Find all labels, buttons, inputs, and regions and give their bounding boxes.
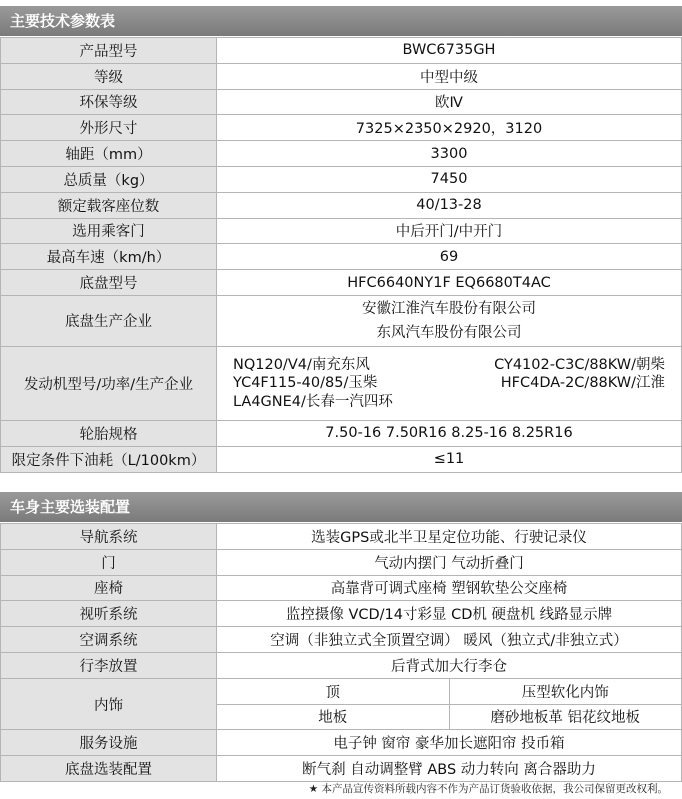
option-value: 电子钟 窗帘 豪华加长遮阳帘 投币箱 — [217, 730, 682, 756]
option-row — [1, 601, 682, 627]
option-value: 选装GPS或北半卫星定位功能、行驶记录仪 — [217, 524, 682, 550]
option-value: 气动内摆门 气动折叠门 — [217, 549, 682, 575]
spec-row — [1, 141, 682, 167]
options-table — [0, 523, 682, 782]
option-value: 压型软化内饰 — [449, 678, 682, 704]
option-row — [1, 524, 682, 550]
spec-value: BWC6735GH — [217, 38, 682, 64]
spec-label: 额定载客座位数 — [1, 192, 217, 218]
chassis-maker-2: 东风汽车股份有限公司 — [376, 324, 522, 341]
interior-sub-label: 顶 — [217, 678, 450, 704]
option-value: 监控摄像 VCD/14寸彩显 CD机 硬盘机 线路显示牌 — [217, 601, 682, 627]
spec-value: 中后开门/中开门 — [217, 218, 682, 244]
engine-option: YC4F115-40/85/玉柴 — [233, 375, 378, 392]
option-label: 内饰 — [1, 678, 217, 730]
engine-line — [233, 393, 665, 412]
option-value: 磨砂地板革 铝花纹地板 — [449, 704, 682, 730]
spec-value: 69 — [217, 244, 682, 270]
spec-label: 发动机型号/功率/生产企业 — [1, 346, 217, 420]
spec-row-fuel — [1, 446, 682, 472]
spec-value — [217, 346, 682, 420]
option-label: 导航系统 — [1, 524, 217, 550]
spec-label: 底盘型号 — [1, 270, 217, 296]
spec-value: 7450 — [217, 166, 682, 192]
spec-label: 轮胎规格 — [1, 420, 217, 446]
options-section-header: 车身主要选装配置 — [0, 492, 682, 522]
option-label: 视听系统 — [1, 601, 217, 627]
spec-row-engine — [1, 346, 682, 420]
spec-label: 选用乘客门 — [1, 218, 217, 244]
spec-value: 3300 — [217, 141, 682, 167]
option-row — [1, 652, 682, 678]
option-row — [1, 730, 682, 756]
engine-option: HFC4DA-2C/88KW/江淮 — [500, 375, 665, 392]
spec-row — [1, 38, 682, 64]
option-label: 座椅 — [1, 575, 217, 601]
spec-label: 外形尺寸 — [1, 115, 217, 141]
option-row — [1, 575, 682, 601]
spec-label: 总质量（kg） — [1, 166, 217, 192]
option-row — [1, 549, 682, 575]
spec-value: 欧Ⅳ — [217, 89, 682, 115]
spec-label: 等级 — [1, 63, 217, 89]
engine-option: NQ120/V4/南充东风 — [233, 356, 370, 373]
option-row-interior — [1, 678, 682, 704]
option-value: 断气刹 自动调整臂 ABS 动力转向 离合器助力 — [217, 756, 682, 782]
option-row — [1, 756, 682, 782]
spec-row — [1, 192, 682, 218]
spec-row — [1, 115, 682, 141]
option-label: 空调系统 — [1, 627, 217, 653]
spec-row — [1, 244, 682, 270]
spec-value: HFC6640NY1F EQ6680T4AC — [217, 270, 682, 296]
spec-label: 轴距（mm） — [1, 141, 217, 167]
option-label: 行李放置 — [1, 652, 217, 678]
spec-row — [1, 89, 682, 115]
footnote: ★ 本产品宣传资料所载内容不作为产品订货验收依据，我公司保留更改权利。 — [308, 783, 668, 795]
option-label: 门 — [1, 549, 217, 575]
spec-label: 最高车速（km/h） — [1, 244, 217, 270]
spec-value: 中型中级 — [217, 63, 682, 89]
spec-label: 环保等级 — [1, 89, 217, 115]
spec-value: ≤11 — [217, 446, 682, 472]
spec-row — [1, 218, 682, 244]
spec-row — [1, 63, 682, 89]
spec-label: 限定条件下油耗（L/100km） — [1, 446, 217, 472]
spec-table — [0, 37, 682, 473]
option-value: 空调（非独立式全顶置空调） 暖风（独立式/非独立式） — [217, 627, 682, 653]
option-row — [1, 627, 682, 653]
spec-row — [1, 166, 682, 192]
option-label: 底盘选装配置 — [1, 756, 217, 782]
spec-value: 40/13-28 — [217, 192, 682, 218]
spec-value: 7325×2350×2920，3120 — [217, 115, 682, 141]
spec-label: 产品型号 — [1, 38, 217, 64]
engine-line — [233, 374, 665, 393]
option-value: 高靠背可调式座椅 塑钢软垫公交座椅 — [217, 575, 682, 601]
chassis-maker-1: 安徽江淮汽车股份有限公司 — [362, 300, 536, 317]
spec-value: 7.50-16 7.50R16 8.25-16 8.25R16 — [217, 420, 682, 446]
engine-option: CY4102-C3C/88KW/朝柴 — [494, 356, 665, 373]
spec-label: 底盘生产企业 — [1, 295, 217, 346]
spec-row-chassis-maker — [1, 295, 682, 346]
option-value: 后背式加大行李仓 — [217, 652, 682, 678]
spec-row — [1, 270, 682, 296]
interior-sub-label: 地板 — [217, 704, 450, 730]
engine-option: LA4GNE4/长春一汽四环 — [233, 393, 393, 410]
spec-value — [217, 295, 682, 346]
option-label: 服务设施 — [1, 730, 217, 756]
spec-row-tires — [1, 420, 682, 446]
spec-section-header: 主要技术参数表 — [0, 6, 682, 36]
engine-line — [233, 356, 665, 375]
